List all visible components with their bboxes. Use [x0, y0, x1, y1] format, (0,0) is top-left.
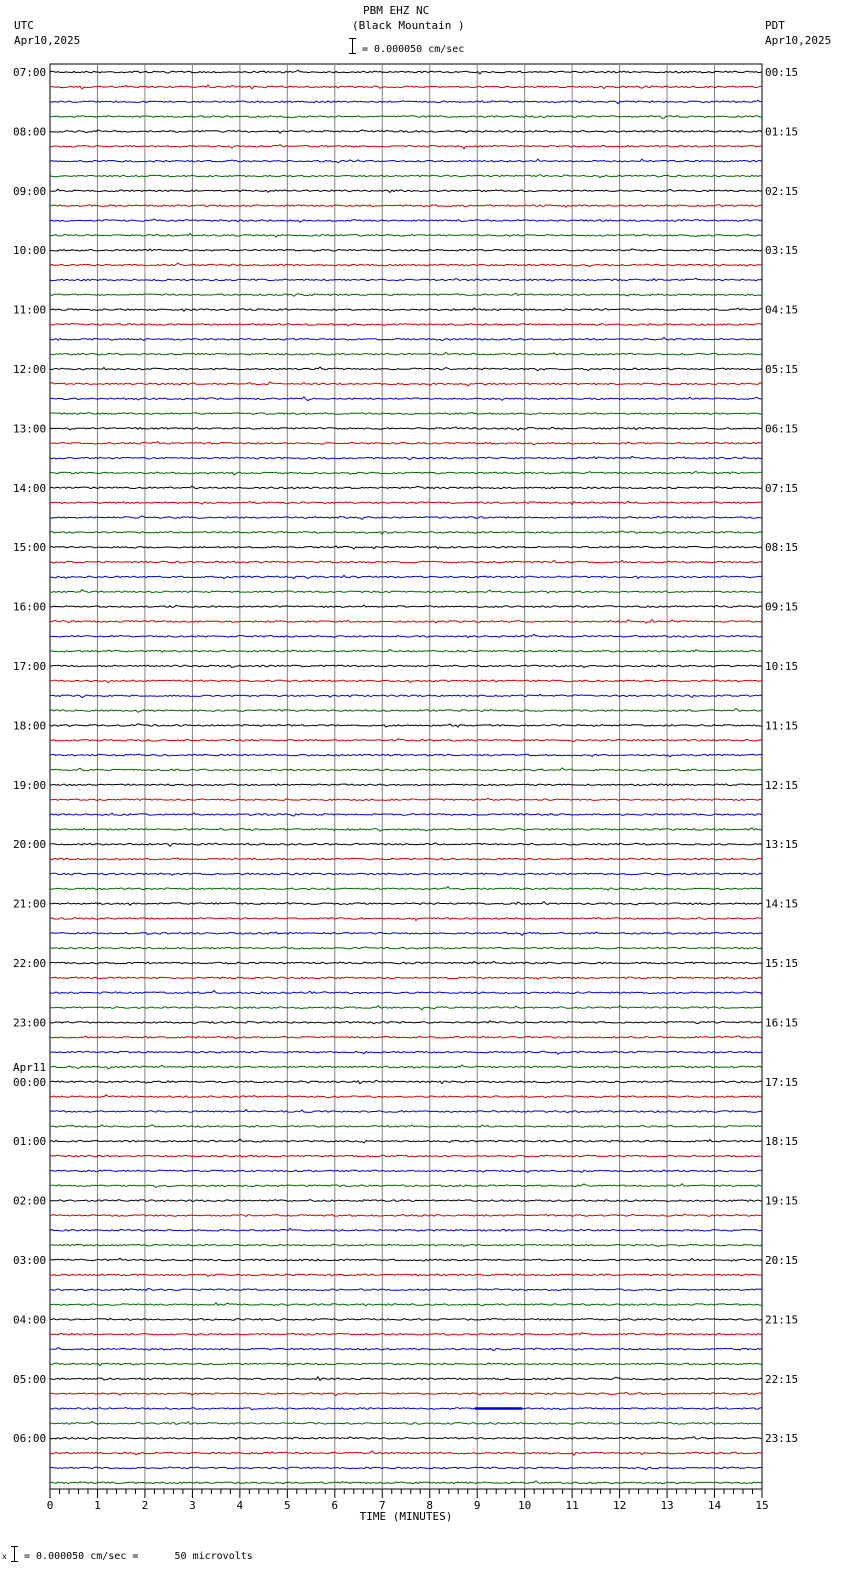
left-timezone: UTC [14, 19, 34, 32]
seismic-trace [50, 858, 762, 861]
seismic-trace [50, 1036, 762, 1039]
seismic-trace [50, 471, 762, 475]
right-hour-label: 09:15 [765, 600, 799, 614]
x-tick-label: 1 [94, 1499, 101, 1512]
seismic-trace [50, 1363, 762, 1365]
seismic-trace [50, 278, 762, 281]
right-hour-label: 15:15 [765, 957, 799, 970]
seismic-trace [50, 1481, 762, 1484]
right-hour-label: 08:15 [765, 541, 799, 555]
seismic-trace [50, 575, 762, 578]
right-hour-label: 03:15 [765, 244, 799, 258]
seismic-trace [50, 1244, 762, 1246]
x-tick-label: 15 [755, 1499, 769, 1512]
x-tick-label: 5 [284, 1499, 291, 1512]
right-hour-label: 02:15 [765, 184, 799, 198]
seismic-trace [50, 1437, 762, 1440]
right-hour-label: 20:15 [765, 1254, 799, 1267]
seismic-trace [50, 100, 762, 103]
left-hour-label: 23:00 [13, 1016, 47, 1030]
seismic-trace [50, 1318, 762, 1320]
footer-scale-note: = 0.000050 cm/sec = 50 microvolts [24, 1551, 253, 1562]
seismic-trace [50, 531, 762, 534]
right-hour-label: 17:15 [765, 1075, 799, 1089]
left-hour-label: 02:00 [13, 1194, 47, 1208]
seismic-trace [50, 516, 762, 520]
seismic-trace [50, 501, 762, 504]
right-hour-label: 14:15 [765, 897, 799, 911]
seismic-trace [50, 337, 762, 340]
left-hour-label: 09:00 [13, 184, 47, 198]
seismic-trace [50, 1021, 762, 1024]
seismic-trace [50, 1200, 762, 1202]
seismic-trace [50, 961, 762, 963]
seismic-trace [50, 1139, 762, 1143]
right-hour-label: 21:15 [765, 1313, 799, 1327]
left-hour-label: 03:00 [13, 1254, 47, 1267]
seismic-trace [50, 397, 762, 401]
seismic-trace [50, 1392, 762, 1395]
x-axis-label: TIME (MINUTES) [359, 1510, 453, 1523]
scale-label: = 0.000050 cm/sec [362, 44, 465, 55]
x-tick-label: 6 [331, 1499, 339, 1512]
left-hour-label: 12:00 [13, 363, 47, 376]
right-date: Apr10,2025 [765, 34, 832, 47]
seismic-trace [50, 977, 762, 979]
footer-scale-icon [14, 1546, 15, 1561]
x-tick-label: 4 [236, 1499, 244, 1512]
seismic-trace [50, 367, 762, 371]
seismic-trace [50, 828, 762, 831]
right-hour-label: 05:15 [765, 363, 799, 376]
seismic-trace [50, 1125, 762, 1127]
left-hour-label: 08:00 [13, 125, 47, 139]
seismic-trace [50, 932, 762, 935]
seismic-trace [50, 382, 762, 386]
left-date: Apr10,2025 [14, 34, 81, 47]
right-hour-label: 07:15 [765, 481, 799, 495]
right-hour-label: 04:15 [765, 303, 799, 317]
seismic-trace [50, 1080, 762, 1084]
left-date-label: Apr11 [13, 1060, 47, 1074]
seismic-trace [50, 427, 762, 430]
seismic-trace [50, 293, 762, 296]
seismic-trace [50, 1274, 762, 1277]
seismic-trace [50, 1184, 762, 1188]
left-hour-label: 10:00 [13, 244, 47, 258]
seismic-trace [50, 784, 762, 786]
right-hour-label: 16:15 [765, 1016, 799, 1030]
footer-scale-cap-top [11, 1546, 18, 1547]
seismic-trace [50, 768, 762, 771]
seismic-trace [50, 1065, 762, 1069]
seismic-trace [50, 1451, 762, 1455]
seismic-trace [50, 902, 762, 906]
seismic-trace [50, 1348, 762, 1351]
seismic-trace [50, 739, 762, 742]
seismic-trace [50, 1228, 762, 1231]
seismic-trace [50, 724, 762, 728]
left-hour-label: 19:00 [13, 778, 47, 792]
seismic-trace [50, 1467, 762, 1470]
seismic-trace [50, 412, 762, 414]
left-hour-label: 15:00 [13, 541, 47, 555]
seismic-trace [50, 1170, 762, 1172]
left-hour-label: 06:00 [13, 1432, 47, 1446]
right-timezone: PDT [765, 19, 785, 32]
seismic-trace [50, 116, 762, 119]
seismic-trace [50, 263, 762, 266]
x-tick-label: 8 [426, 1499, 434, 1512]
left-hour-label: 04:00 [13, 1313, 47, 1327]
left-hour-label: 14:00 [13, 481, 47, 495]
seismic-trace [50, 308, 762, 311]
left-hour-label: 01:00 [13, 1135, 47, 1149]
seismic-trace [50, 1006, 762, 1010]
x-tick-label: 11 [565, 1499, 579, 1512]
minute-grid [50, 64, 762, 1489]
left-hour-label: 13:00 [13, 422, 47, 436]
x-tick-label: 0 [46, 1499, 54, 1512]
right-hour-label: 00:15 [765, 66, 799, 79]
seismic-trace [50, 145, 762, 149]
plot-frame [50, 64, 762, 1489]
seismic-trace [50, 947, 762, 949]
seismic-trace [50, 991, 762, 995]
station-title: PBM EHZ NC [363, 4, 430, 17]
seismic-trace [50, 1155, 762, 1157]
seismic-trace [50, 205, 762, 207]
right-hour-label: 10:15 [765, 660, 799, 673]
seismic-trace [50, 843, 762, 847]
right-hour-label: 19:15 [765, 1194, 799, 1208]
seismic-trace [50, 590, 762, 594]
seismic-trace [50, 605, 762, 608]
x-tick-label: 7 [378, 1499, 386, 1512]
seismic-trace [50, 709, 762, 713]
seismic-trace [50, 813, 762, 816]
seismic-trace [50, 620, 762, 623]
seismic-trace [50, 1422, 762, 1425]
seismic-trace [50, 1095, 762, 1098]
seismic-trace [50, 1377, 762, 1381]
left-hour-label: 22:00 [13, 957, 47, 970]
footer-mark: x [2, 1552, 7, 1561]
seismic-trace [50, 159, 762, 163]
right-hour-label: 01:15 [765, 125, 799, 139]
seismic-trace [50, 1333, 762, 1336]
seismic-trace [50, 649, 762, 652]
right-hour-label: 22:15 [765, 1372, 799, 1386]
seismic-trace [50, 918, 762, 921]
left-hour-label: 11:00 [13, 303, 47, 317]
right-hour-label: 23:15 [765, 1432, 799, 1446]
x-tick-label: 3 [189, 1499, 196, 1512]
seismic-trace [50, 798, 762, 800]
right-hour-label: 13:15 [765, 838, 799, 852]
seismic-trace [50, 1051, 762, 1054]
left-hour-label: 18:00 [13, 719, 47, 733]
left-hour-label: 07:00 [13, 66, 47, 79]
left-hour-label: 00:00 [13, 1075, 47, 1089]
x-axis [47, 1489, 769, 1523]
x-tick-label: 9 [473, 1499, 481, 1512]
x-tick-label: 2 [141, 1499, 149, 1512]
seismic-trace [50, 233, 762, 237]
x-tick-label: 13 [660, 1499, 674, 1512]
seismic-trace [50, 665, 762, 667]
x-tick-label: 12 [612, 1499, 627, 1512]
seismic-trace [50, 130, 762, 133]
seismic-trace [50, 694, 762, 697]
left-hour-label: 20:00 [13, 838, 47, 852]
seismic-trace [50, 85, 762, 89]
seismic-trace [50, 546, 762, 549]
seismic-trace [50, 352, 762, 355]
seismic-trace [50, 873, 762, 875]
seismic-trace [50, 1214, 762, 1216]
seismic-trace [50, 680, 762, 683]
seismic-trace [50, 634, 762, 637]
right-hour-label: 12:15 [765, 778, 799, 792]
seismic-trace [50, 442, 762, 445]
seismic-trace [50, 219, 762, 222]
seismic-trace [50, 70, 762, 74]
right-hour-label: 11:15 [765, 719, 799, 733]
seismic-trace [50, 189, 762, 192]
seismic-trace [50, 323, 762, 326]
left-hour-label: 16:00 [13, 600, 47, 614]
left-hour-label: 21:00 [13, 897, 47, 911]
right-hour-label: 18:15 [765, 1135, 799, 1149]
seismic-traces [50, 70, 762, 1484]
station-location: (Black Mountain ) [352, 19, 465, 32]
seismic-trace [50, 175, 762, 178]
x-tick-label: 14 [707, 1499, 722, 1512]
left-hour-label: 05:00 [13, 1372, 47, 1386]
seismic-trace [50, 456, 762, 460]
seismic-trace [50, 486, 762, 489]
seismic-trace [50, 1408, 762, 1410]
seismic-trace [50, 249, 762, 251]
seismic-trace [50, 1288, 762, 1291]
seismic-trace [50, 560, 762, 563]
seismic-trace [50, 1303, 762, 1306]
footer-scale-cap-bottom [11, 1561, 18, 1562]
right-hour-label: 06:15 [765, 422, 799, 436]
x-tick-label: 10 [518, 1499, 532, 1512]
left-hour-label: 17:00 [13, 660, 47, 673]
seismic-trace [50, 887, 762, 891]
seismic-trace [50, 1110, 762, 1113]
seismic-trace [50, 1258, 762, 1261]
seismic-trace [50, 754, 762, 757]
